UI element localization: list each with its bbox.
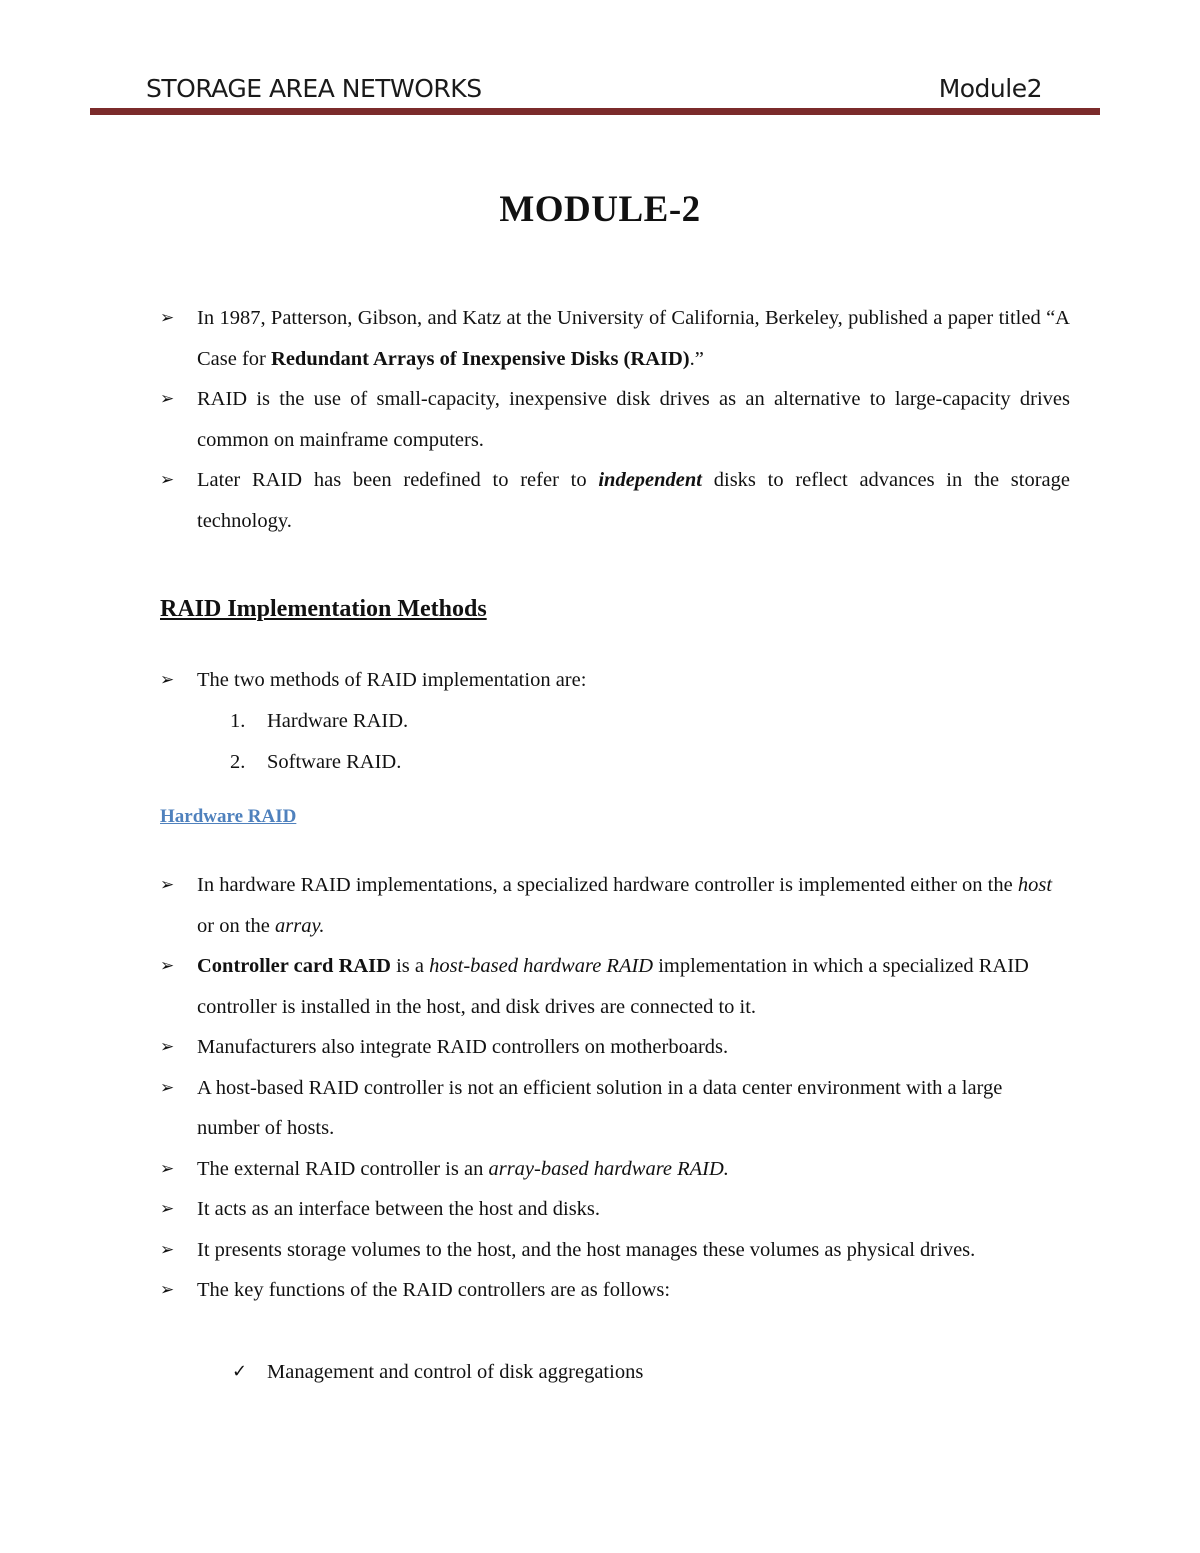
list-item: ➢ RAID is the use of small-capacity, inexpensive disk drives as an alternative to large-capacity drives common on mainframe computers. bbox=[160, 379, 1070, 460]
list-item: ➢ The external RAID controller is an array-based hardware RAID. bbox=[160, 1149, 1070, 1190]
methods-intro-list bbox=[160, 660, 1070, 701]
arrow-bullet-icon: ➢ bbox=[160, 1239, 175, 1260]
list-item: ➢ The key functions of the RAID controllers are as follows: bbox=[160, 1270, 1070, 1311]
page-title: MODULE-2 bbox=[499, 189, 701, 230]
arrow-bullet-icon: ➢ bbox=[160, 1280, 175, 1300]
list-item: ➢ It acts as an interface between the host and disks. bbox=[160, 1189, 1070, 1230]
arrow-bullet-icon: ➢ bbox=[160, 956, 175, 976]
list-item: ➢ The two methods of RAID implementation are: bbox=[160, 660, 1070, 701]
methods-list bbox=[230, 701, 408, 782]
subsection-heading: Hardware RAID bbox=[160, 806, 297, 827]
arrow-bullet-icon: ➢ bbox=[160, 1158, 175, 1179]
arrow-bullet-icon: ➢ bbox=[160, 389, 175, 409]
arrow-bullet-icon: ➢ bbox=[160, 1077, 175, 1098]
header-module: Module2 bbox=[938, 74, 1042, 103]
list-item: ➢ It presents storage volumes to the host, and the host manages these volumes as physical drives. bbox=[160, 1230, 1070, 1271]
list-item: 1. Hardware RAID. bbox=[230, 701, 408, 742]
emphasis-independent: independent bbox=[598, 469, 702, 491]
hardware-bullet-list bbox=[160, 865, 1070, 1311]
arrow-bullet-icon: ➢ bbox=[160, 470, 175, 490]
arrow-bullet-icon: ➢ bbox=[160, 670, 175, 690]
list-item: 2. Software RAID. bbox=[230, 742, 408, 783]
list-item: ➢ Manufacturers also integrate RAID controllers on motherboards. bbox=[160, 1027, 1070, 1068]
item-number: 2. bbox=[230, 750, 246, 773]
page-header bbox=[146, 74, 1042, 110]
list-item: ➢ Controller card RAID is a host-based hardware RAID implementation in which a specialized RAID controller is installed in the host, and disk drives are connected to it. bbox=[160, 946, 1070, 1027]
arrow-bullet-icon: ➢ bbox=[160, 308, 175, 328]
intro-bullet-list bbox=[160, 298, 1070, 541]
list-item: ➢ Later RAID has been redefined to refer to independent disks to reflect advances in the storage technology. bbox=[160, 460, 1070, 541]
header-divider bbox=[90, 108, 1100, 115]
section-heading: RAID Implementation Methods bbox=[160, 596, 487, 622]
item-number: 1. bbox=[230, 710, 246, 732]
check-list-item: ✓ Management and control of disk aggregations bbox=[232, 1352, 643, 1393]
arrow-bullet-icon: ➢ bbox=[160, 875, 175, 895]
checkmark-icon: ✓ bbox=[232, 1361, 248, 1382]
raid-definition: Redundant Arrays of Inexpensive Disks (RAID) bbox=[271, 347, 690, 370]
list-item: ➢ In 1987, Patterson, Gibson, and Katz at the University of California, Berkeley, published a paper titled “A Case for Redundant Arrays of Inexpensive Disks (RAID).” bbox=[160, 298, 1070, 379]
list-item: ➢ A host-based RAID controller is not an efficient solution in a data center environment with a large number of hosts. bbox=[160, 1068, 1070, 1149]
arrow-bullet-icon: ➢ bbox=[160, 1199, 175, 1219]
header-title: STORAGE AREA NETWORKS bbox=[146, 74, 482, 103]
arrow-bullet-icon: ➢ bbox=[160, 1037, 175, 1057]
list-item: ➢ In hardware RAID implementations, a specialized hardware controller is implemented either on the host or on the array. bbox=[160, 865, 1070, 946]
